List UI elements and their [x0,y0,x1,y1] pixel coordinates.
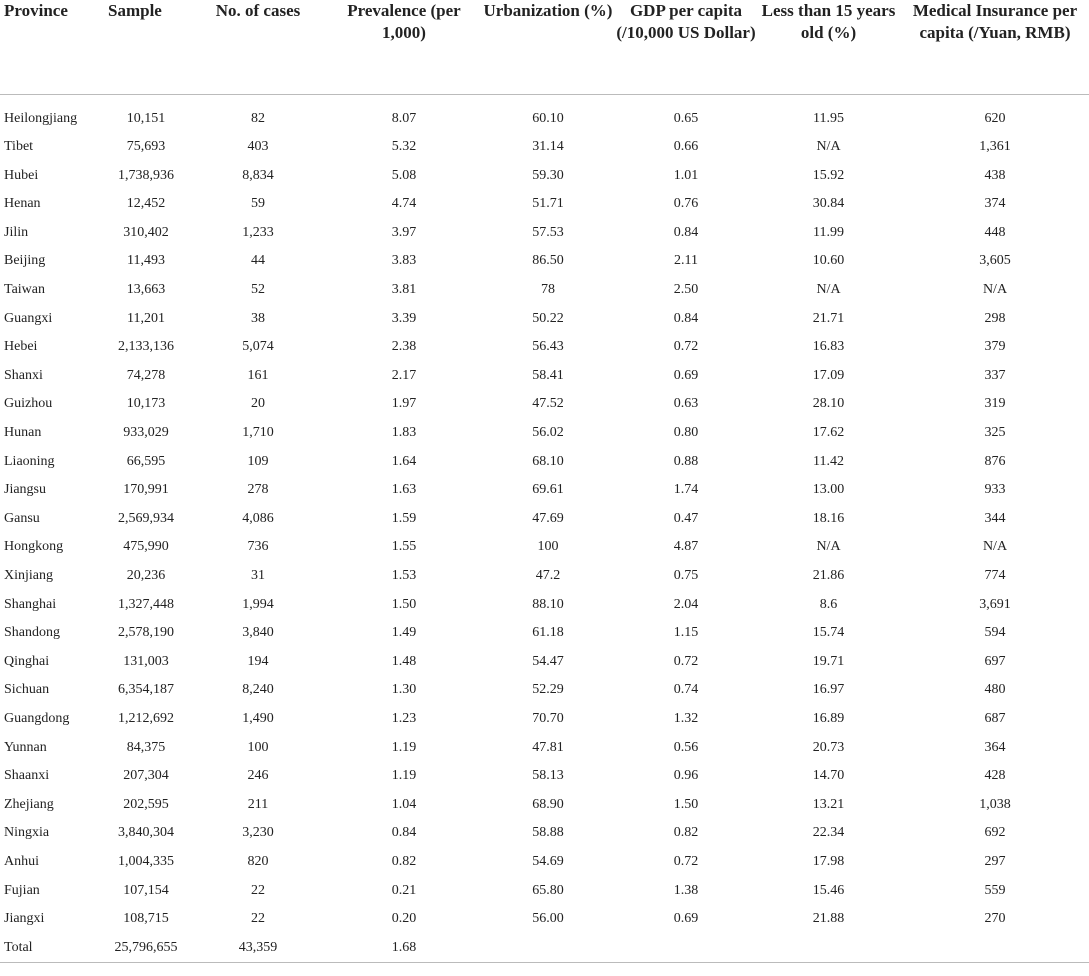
column-header-medical-insurance: Medical Insurance per capita (/Yuan, RMB) [901,0,1089,94]
cell-under-15: 22.34 [812,825,845,841]
cell-cases: 82 [251,110,265,126]
cell-prevalence: 8.07 [391,110,417,126]
cell-medical-insurance: 297 [984,853,1006,869]
cell-urbanization: 58.13 [532,768,564,784]
cell-medical-insurance: 876 [984,453,1006,469]
cell-urbanization: 31.14 [532,139,564,155]
table-row [0,133,1089,162]
cell-cases: 52 [251,282,265,298]
cell-medical-insurance: 344 [984,510,1006,526]
cell-gdp: 2.50 [673,282,699,298]
cell-cases: 5,074 [242,339,274,355]
cell-cases: 194 [247,653,269,669]
cell-sample: 66,595 [126,453,166,469]
cell-prevalence: 2.17 [391,367,417,383]
cell-cases: 246 [247,768,269,784]
cell-under-15 [756,934,901,963]
cell-prevalence: 5.08 [391,167,417,183]
table-row [0,219,1089,248]
cell-sample: 74,278 [126,367,166,383]
cell-province: Hongkong [4,539,64,555]
cell-under-15: 8.6 [819,596,838,612]
cell-medical-insurance: 337 [984,367,1006,383]
cell-province: Yunnan [4,739,47,755]
cell-province: Jiangxi [4,911,45,927]
cell-gdp: 0.56 [673,739,699,755]
cell-province: Qinghai [4,653,50,669]
table-header [0,0,1089,94]
cell-gdp: 0.74 [673,682,699,698]
cell-medical-insurance: 374 [984,196,1006,212]
cell-sample: 75,693 [126,139,166,155]
cell-province: Hebei [4,339,38,355]
cell-prevalence: 5.32 [391,139,417,155]
cell-cases: 161 [247,367,269,383]
cell-medical-insurance: 379 [984,339,1006,355]
table-row [0,362,1089,391]
cell-cases: 38 [251,310,265,326]
cell-province: Shanxi [4,367,43,383]
cell-province: Hunan [4,425,42,441]
cell-medical-insurance: 298 [984,310,1006,326]
cell-urbanization: 68.10 [532,453,564,469]
cell-gdp: 1.15 [673,625,699,641]
cell-province: Hubei [4,167,39,183]
cell-urbanization: 47.69 [532,510,564,526]
cell-cases: 820 [247,853,269,869]
table-row [0,419,1089,448]
cell-sample: 2,133,136 [118,339,174,355]
cell-medical-insurance: 3,691 [979,596,1011,612]
cell-gdp: 0.84 [673,224,699,240]
cell-gdp [616,934,756,963]
cell-sample: 207,304 [123,768,169,784]
cell-gdp: 0.66 [673,139,699,155]
cell-under-15: 15.74 [812,625,845,641]
cell-under-15: 21.88 [812,911,845,927]
cell-cases: 1,233 [242,224,274,240]
column-header-gdp: GDP per capita (/10,000 US Dollar) [616,0,756,94]
cell-province: Total [0,934,104,963]
cell-sample: 10,173 [126,396,166,412]
cell-gdp: 4.87 [673,539,699,555]
cell-cases: 1,710 [242,425,274,441]
cell-medical-insurance: 270 [984,911,1006,927]
cell-province: Henan [4,196,41,212]
cell-gdp: 1.38 [673,882,699,898]
table-row [0,533,1089,562]
cell-urbanization: 88.10 [532,596,564,612]
cell-sample: 13,663 [126,282,166,298]
table-row [0,819,1089,848]
cell-medical-insurance: 448 [984,224,1006,240]
cell-province: Guangxi [4,310,53,326]
table-row [0,676,1089,705]
cell-gdp: 1.32 [673,710,699,726]
cell-sample: 10,151 [126,110,166,126]
cell-cases: 8,834 [242,167,274,183]
cell-province: Shandong [4,625,60,641]
cell-urbanization: 47.52 [532,396,564,412]
table-row [0,333,1089,362]
cell-province: Tibet [4,139,34,155]
cell-medical-insurance: 364 [984,739,1006,755]
table-row [0,905,1089,934]
cell-cases: 43,359 [188,934,328,963]
table-row [0,705,1089,734]
table-row [0,591,1089,620]
cell-cases: 59 [251,196,265,212]
cell-prevalence: 1.30 [391,682,417,698]
cell-gdp: 0.72 [673,853,699,869]
cell-under-15: 15.92 [812,167,845,183]
cell-under-15: 17.98 [812,853,845,869]
cell-urbanization: 68.90 [532,796,564,812]
cell-cases: 211 [247,796,269,812]
cell-cases: 100 [247,739,269,755]
cell-under-15: 13.00 [812,482,845,498]
cell-province: Guizhou [4,396,53,412]
column-header-province: Province [0,0,104,94]
cell-cases: 8,240 [242,682,274,698]
cell-urbanization: 47.2 [535,568,561,583]
table-row [0,276,1089,305]
table-row [0,505,1089,534]
cell-medical-insurance: 325 [984,425,1006,441]
table-row [0,848,1089,877]
cell-urbanization: 70.70 [532,710,564,726]
cell-cases: 278 [247,482,269,498]
cell-medical-insurance: 594 [984,625,1006,641]
cell-province: Guangdong [4,710,70,726]
cell-medical-insurance: 3,605 [979,253,1011,269]
cell-urbanization: 58.88 [532,825,564,841]
cell-cases: 1,490 [242,710,274,726]
table-row [0,305,1089,334]
cell-cases: 3,230 [242,825,274,841]
cell-urbanization: 51.71 [532,196,564,212]
cell-prevalence: 1.23 [391,710,417,726]
cell-cases: 31 [251,568,265,583]
cell-province: Taiwan [4,282,46,298]
cell-urbanization: 58.41 [532,367,564,383]
cell-sample: 202,595 [123,796,169,812]
cell-cases: 109 [247,453,269,469]
cell-urbanization: 60.10 [532,110,564,126]
cell-province: Ningxia [4,825,50,841]
cell-prevalence: 0.82 [391,853,417,869]
cell-gdp: 0.72 [673,653,699,669]
cell-medical-insurance: 1,361 [979,139,1011,155]
cell-gdp: 0.63 [673,396,699,412]
header-row [0,0,1089,94]
cell-under-15: 19.71 [812,653,845,669]
cell-cases: 22 [251,911,265,927]
cell-gdp: 0.65 [673,110,699,126]
cell-sample: 84,375 [126,739,166,755]
table-row [0,762,1089,791]
cell-medical-insurance: 438 [984,167,1006,183]
cell-cases: 1,994 [242,596,274,612]
table-row [0,877,1089,906]
cell-prevalence: 0.21 [391,882,417,898]
cell-cases: 22 [251,882,265,898]
cell-urbanization: 47.81 [532,739,564,755]
table-row [0,162,1089,191]
cell-sample: 1,212,692 [118,710,174,726]
cell-province: Jilin [4,224,29,240]
cell-urbanization: 54.47 [532,653,564,669]
cell-gdp: 1.74 [673,482,699,498]
table-row [0,390,1089,419]
cell-province: Heilongjiang [4,110,78,126]
cell-medical-insurance: 697 [984,653,1006,669]
cell-cases: 20 [251,396,265,412]
cell-prevalence: 4.74 [391,196,417,212]
cell-gdp: 2.11 [674,253,698,269]
cell-gdp: 0.88 [673,453,699,469]
column-header-sample: Sample [104,0,188,94]
cell-prevalence: 1.48 [391,653,417,669]
cell-gdp: 1.01 [673,167,699,183]
table-row [0,94,1089,133]
cell-under-15: 11.42 [813,453,844,469]
cell-urbanization: 52.29 [532,682,564,698]
cell-under-15: 10.60 [812,253,845,269]
cell-sample: 25,796,655 [104,934,188,963]
cell-sample: 2,578,190 [118,625,174,641]
cell-medical-insurance: 559 [984,882,1006,898]
cell-medical-insurance: 428 [984,768,1006,784]
cell-gdp: 0.82 [673,825,699,841]
cell-medical-insurance: 620 [984,110,1006,126]
cell-sample: 1,327,448 [118,596,174,612]
cell-urbanization [480,934,616,963]
cell-province: Sichuan [4,682,50,698]
cell-sample: 310,402 [123,224,169,240]
cell-prevalence: 1.55 [391,539,417,555]
cell-medical-insurance: 1,038 [979,796,1011,812]
cell-province: Zhejiang [4,796,54,812]
cell-sample: 1,004,335 [118,853,174,869]
cell-sample: 3,840,304 [118,825,174,841]
cell-under-15: 30.84 [812,196,845,212]
cell-gdp: 2.04 [673,596,699,612]
cell-under-15: 16.83 [812,339,845,355]
cell-under-15: 21.86 [812,568,845,583]
column-header-urbanization: Urbanization (%) [480,0,616,94]
cell-urbanization: 50.22 [532,310,564,326]
cell-urbanization: 56.02 [532,425,564,441]
cell-under-15: 11.99 [813,224,844,240]
column-header-cases: No. of cases [188,0,328,94]
cell-gdp: 0.75 [673,568,699,583]
cell-urbanization: 65.80 [532,882,564,898]
cell-urbanization: 56.00 [532,911,564,927]
cell-urbanization: 78 [541,282,555,298]
cell-gdp: 0.84 [673,310,699,326]
cell-prevalence: 1.19 [391,739,417,755]
cell-under-15: N/A [816,139,841,155]
cell-under-15: 14.70 [812,768,845,784]
cell-under-15: 11.95 [813,110,844,126]
cell-under-15: 28.10 [812,396,845,412]
cell-urbanization: 61.18 [532,625,564,641]
cell-province: Anhui [4,853,39,869]
cell-cases: 3,840 [242,625,274,641]
cell-urbanization: 86.50 [532,253,564,269]
table-row [0,934,1089,963]
cell-province: Liaoning [4,453,55,469]
cell-prevalence: 3.39 [391,310,417,326]
cell-gdp: 0.69 [673,367,699,383]
column-header-under-15: Less than 15 years old (%) [756,0,901,94]
cell-medical-insurance: 319 [984,396,1006,412]
cell-medical-insurance [901,934,1089,963]
cell-province: Shanghai [4,596,57,612]
cell-prevalence: 0.84 [391,825,417,841]
cell-prevalence: 3.97 [391,224,417,240]
cell-cases: 44 [251,253,265,269]
cell-prevalence: 1.68 [328,934,480,963]
cell-sample: 1,738,936 [118,167,174,183]
cell-prevalence: 2.38 [391,339,417,355]
table-row [0,791,1089,820]
cell-prevalence: 1.97 [391,396,417,412]
cell-under-15: 13.21 [812,796,845,812]
cell-prevalence: 1.59 [391,510,417,526]
cell-gdp: 0.96 [673,768,699,784]
cell-medical-insurance: 687 [984,710,1006,726]
cell-sample: 107,154 [123,882,169,898]
cell-medical-insurance: 692 [984,825,1006,841]
cell-gdp: 1.50 [673,796,699,812]
cell-prevalence: 1.63 [391,482,417,498]
cell-sample: 475,990 [123,539,169,555]
cell-sample: 12,452 [126,196,166,212]
cell-under-15: 20.73 [812,739,845,755]
cell-cases: 736 [247,539,269,555]
cell-prevalence: 1.04 [391,796,417,812]
table-row [0,476,1089,505]
cell-sample: 20,236 [126,568,166,583]
cell-province: Jiangsu [4,482,46,498]
table-row [0,648,1089,677]
cell-prevalence: 1.49 [391,625,417,641]
cell-province: Beijing [4,253,46,269]
cell-province: Gansu [4,510,40,526]
cell-gdp: 0.47 [673,510,699,526]
cell-gdp: 0.76 [673,196,699,212]
cell-sample: 11,493 [127,253,165,269]
table-row [0,619,1089,648]
cell-prevalence: 1.64 [391,453,417,469]
column-header-prevalence: Prevalence (per 1,000) [328,0,480,94]
cell-province: Xinjiang [4,568,53,583]
cell-under-15: 21.71 [812,310,845,326]
cell-urbanization: 59.30 [532,167,564,183]
cell-under-15: N/A [816,282,841,298]
cell-prevalence: 1.19 [391,768,417,784]
cell-sample: 11,201 [127,310,165,326]
cell-sample: 6,354,187 [118,682,174,698]
table-row [0,562,1089,591]
cell-gdp: 0.80 [673,425,699,441]
cell-medical-insurance: N/A [982,539,1008,555]
cell-prevalence: 1.83 [391,425,417,441]
table-row [0,190,1089,219]
cell-prevalence: 1.50 [391,596,417,612]
cell-medical-insurance: 774 [984,568,1006,583]
cell-cases: 403 [247,139,269,155]
cell-under-15: 16.97 [812,682,845,698]
cell-sample: 933,029 [123,425,169,441]
cell-medical-insurance: 480 [984,682,1006,698]
cell-prevalence: 0.20 [391,911,417,927]
cell-province: Shaanxi [4,768,50,784]
cell-urbanization: 100 [537,539,559,555]
cell-gdp: 0.72 [673,339,699,355]
cell-under-15: 18.16 [812,510,845,526]
table-row [0,247,1089,276]
cell-cases: 4,086 [242,510,274,526]
cell-under-15: N/A [816,539,841,555]
cell-province: Fujian [4,882,40,898]
cell-urbanization: 57.53 [532,224,564,240]
cell-urbanization: 54.69 [532,853,564,869]
cell-medical-insurance: 933 [984,482,1006,498]
cell-sample: 2,569,934 [118,510,174,526]
cell-urbanization: 56.43 [532,339,564,355]
cell-prevalence: 3.81 [391,282,417,298]
cell-prevalence: 1.53 [391,568,417,583]
cell-under-15: 17.09 [812,367,845,383]
table-body [0,94,1089,963]
cell-under-15: 16.89 [812,710,845,726]
cell-under-15: 15.46 [812,882,845,898]
cell-urbanization: 69.61 [532,482,564,498]
cell-under-15: 17.62 [812,425,845,441]
cell-sample: 131,003 [123,653,169,669]
table-row [0,448,1089,477]
table-row [0,734,1089,763]
cell-medical-insurance: N/A [982,282,1008,298]
cell-gdp: 0.69 [673,911,699,927]
cell-sample: 170,991 [123,482,169,498]
cell-sample: 108,715 [123,911,169,927]
cell-prevalence: 3.83 [391,253,417,269]
